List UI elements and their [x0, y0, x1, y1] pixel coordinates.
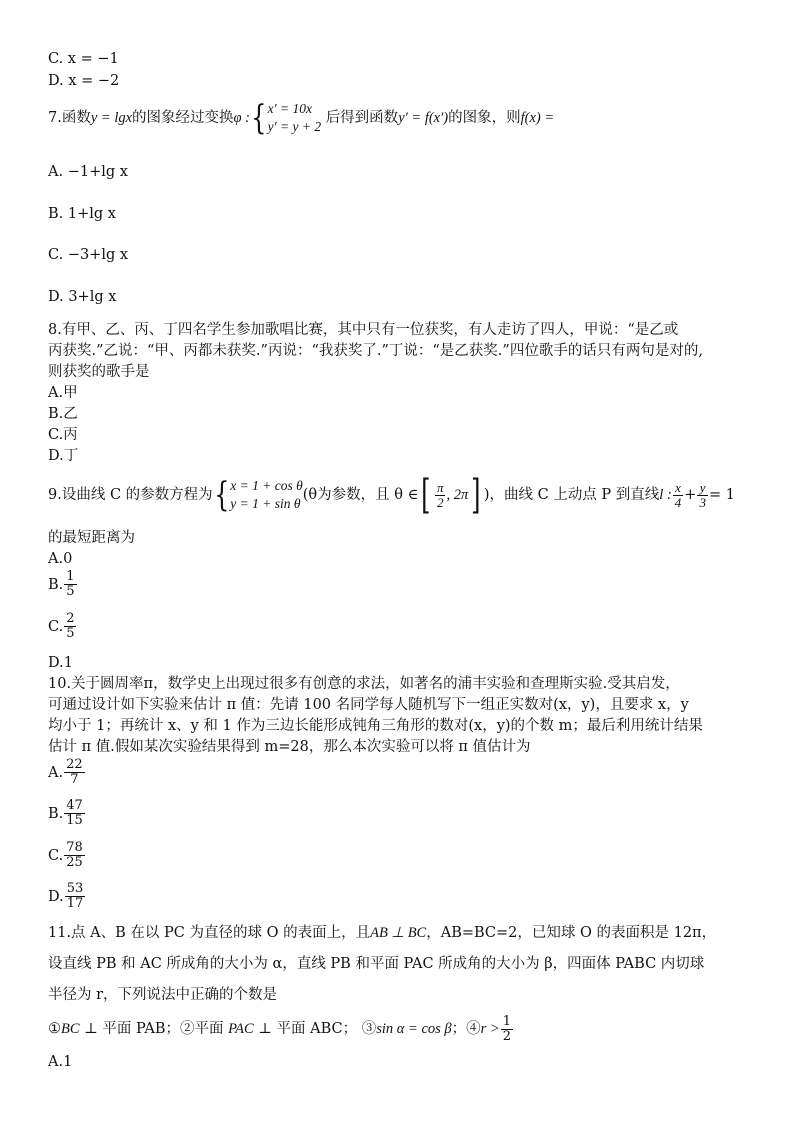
q9-option-d: D.1	[48, 655, 73, 671]
q9-system	[230, 477, 302, 513]
q8-option-b: B.乙	[48, 406, 78, 422]
q7-end: 的图象，则	[448, 110, 521, 126]
q10-line4: 估计 π 值.假如某次实验结果得到 m=28，那么本次实验可以将 π 值估计为	[48, 739, 531, 755]
q9-brace: {	[213, 475, 230, 515]
q8-option-a: A.甲	[48, 385, 78, 401]
q10-line2: 可通过设计如下实验来估计 π 值：先请 100 名同学每人随机写下一组正实数对(x，y)，且要求 x，y	[48, 697, 689, 713]
q10-line1: 10.关于圆周率π，数学史上出现过很多有创意的求法，如著名的浦丰实验和查理斯实验.受其启发，	[48, 676, 680, 692]
q11-line2: 设直线 PB 和 AC 所成角的大小为 α，直线 PB 和平面 PAC 所成角的大小为 β，四面体 PABC 内切球	[48, 956, 705, 972]
q7-sys-line1: x′ = 10x	[267, 101, 312, 116]
q10-line3: 均小于 1；再统计 x、y 和 1 作为三边长能形成钝角三角形的数对(x，y)的个数 m；最后利用统计结果	[48, 718, 703, 734]
q9-sys-line1: x = 1 + cos θ	[230, 478, 303, 493]
q9-after: )，曲线 C 上动点 P 到直线	[483, 487, 660, 503]
q7-option-c: C. −3+lg x	[48, 247, 129, 263]
q7-option-a: A. −1+lg x	[48, 164, 128, 180]
q9-stem	[48, 473, 735, 517]
q7-stem	[48, 100, 554, 136]
q6-option-d: D. x = −2	[48, 73, 120, 89]
q10-option-b: B. $\frac{47}{15}$	[48, 798, 83, 828]
q7-prefix: 7.函数	[48, 110, 91, 126]
q10-option-d: D. $\frac{53}{17}$	[48, 881, 84, 911]
q7-mid: 的图象经过变换	[132, 110, 234, 126]
q10-option-a-fraction: $\frac{22}{7}$	[66, 757, 83, 787]
q11-option-a: A.1	[48, 1054, 73, 1070]
q9-option-a: A.0	[48, 551, 73, 567]
q9-fraction-y: $\frac{y}{3}$	[699, 479, 706, 510]
q9-option-b-fraction: $\frac{1}{5}$	[66, 569, 75, 599]
q9-line-l: l :	[659, 487, 672, 503]
q10-option-c-fraction: $\frac{78}{25}$	[66, 840, 83, 870]
q7-phi: φ :	[233, 110, 251, 126]
q11-statements: ①BC ⊥ 平面 PAB；②平面 PAC ⊥ 平面 ABC； ③sin α = cos β；④r > $\frac{1}{2}$	[48, 1013, 511, 1044]
q11-ab-perp-bc: AB ⊥ BC	[370, 925, 427, 941]
q7-ask: f(x) =	[520, 110, 555, 126]
q8-option-c: C.丙	[48, 427, 78, 443]
q10-option-b-fraction: $\frac{47}{15}$	[66, 798, 83, 828]
q9-option-c: C. $\frac{2}{5}$	[48, 611, 75, 641]
q7-option-d: D. 3+lg x	[48, 289, 117, 305]
q9-equals-one: = 1	[708, 487, 735, 503]
q9-left-bracket: [	[421, 472, 431, 518]
q9-interval-fraction: $\frac{\pi}{2}$	[436, 479, 444, 510]
q7-sys-line2: y′ = y + 2	[267, 119, 322, 134]
q9-interval-rest: , 2π	[446, 487, 469, 503]
q9-sys-line2: y = 1 + sin θ	[230, 496, 301, 511]
q11-line3: 半径为 r，下列说法中正确的个数是	[48, 987, 278, 1003]
q7-after: 后得到函数	[325, 110, 399, 126]
q10-option-c: C. $\frac{78}{25}$	[48, 840, 83, 870]
q11-half-fraction: $\frac{1}{2}$	[502, 1013, 511, 1044]
q9-mid: (θ为参数，且 θ ∈	[302, 487, 419, 503]
q8-line3: 则获奖的歌手是	[48, 364, 150, 380]
q9-option-c-fraction: $\frac{2}{5}$	[66, 611, 75, 641]
q9-option-b: B. $\frac{1}{5}$	[48, 569, 75, 599]
q7-brace: {	[251, 98, 267, 138]
q8-line2: 丙获奖.”乙说：“甲、丙都未获奖.”丙说：“我获奖了.”丁说：“是乙获奖.”四位歌手的话只有两句是对的,	[48, 343, 703, 359]
q9-plus: +	[684, 487, 697, 503]
q7-target-function: y′ = f(x′)	[398, 110, 449, 126]
q11-line1: 11.点 A、B 在以 PC 为直径的球 O 的表面上，且AB ⊥ BC，AB=BC=2，已知球 O 的表面积是 12π，	[48, 925, 717, 941]
q7-function: y = lgx	[90, 110, 133, 126]
q7-system	[268, 100, 321, 136]
q10-option-a: A. $\frac{22}{7}$	[48, 757, 83, 787]
q10-option-d-fraction: $\frac{53}{17}$	[66, 881, 84, 911]
q9-line2: 的最短距离为	[48, 530, 135, 546]
q9-right-bracket: ]	[471, 472, 481, 518]
q7-option-b: B. 1+lg x	[48, 206, 116, 222]
q6-option-c: C. x = −1	[48, 51, 119, 67]
q9-fraction-x: $\frac{x}{4}$	[674, 479, 682, 510]
q9-prefix: 9.设曲线 C 的参数方程为	[48, 487, 213, 503]
q8-line1: 8.有甲、乙、丙、丁四名学生参加歌唱比赛，其中只有一位获奖，有人走访了四人，甲说：“是乙或	[48, 322, 679, 338]
q8-option-d: D.丁	[48, 448, 79, 464]
